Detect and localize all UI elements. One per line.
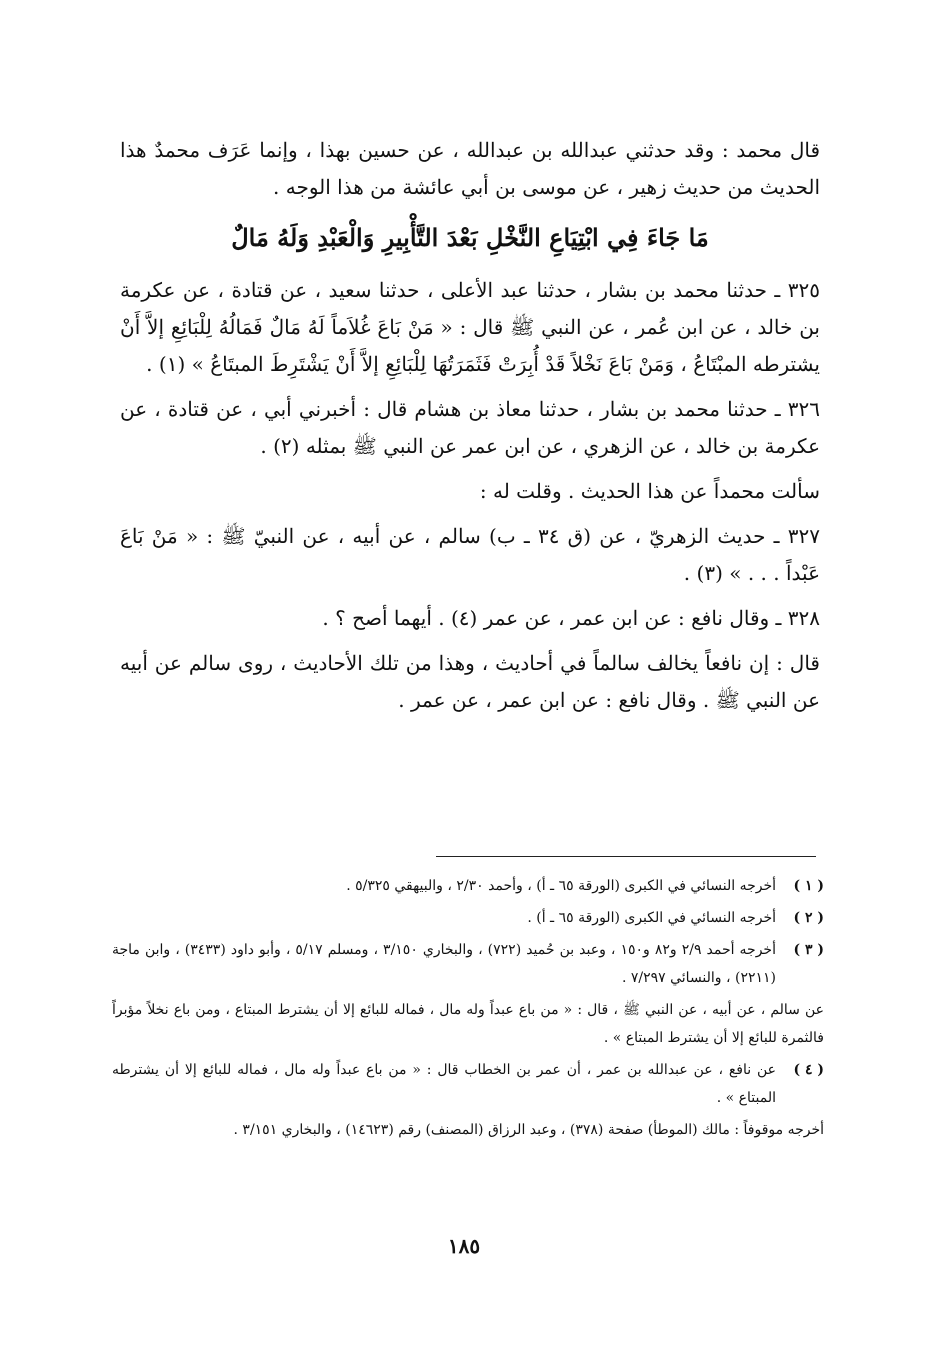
footnotes	[112, 872, 824, 1148]
footnote-text: أخرجه النسائي في الكبرى (الورقة ٦٥ ـ أ) .	[527, 910, 776, 926]
page-number: ١٨٥	[447, 1234, 481, 1258]
footnote-1	[112, 872, 824, 900]
footnote-number: ( ٢ )	[793, 910, 824, 926]
answer-paragraph: قال : إن نافعاً يخالف سالماً في أحاديث ، وهذا من تلك الأحاديث ، روى سالم عن أبيه عن النبي ﷺ . وقال نافع : عن ابن عمر ، عن عمر .	[120, 651, 820, 712]
footnote-2	[112, 904, 824, 932]
footnote-text: أخرجه أحمد ٢/٩ و٨٢ و١٥٠ ، وعبد بن حُميد (٧٢٢) ، والبخاري ٣/١٥٠ ، ومسلم ٥/١٧ ، وأبو داود (٣٤٣٣) ، وابن ماجة (٢٢١١) ، والنسائي ٧/٢٩٧ .	[112, 942, 776, 986]
footnote-text: عن نافع ، عن عبدالله بن عمر ، أن عمر بن الخطاب قال : « من باع عبداً وله مال ، فماله للبائع إلا أن يشترطه المبتاع » .	[112, 1062, 776, 1106]
main-text	[120, 132, 820, 727]
intro-paragraph: قال محمد : وقد حدثني عبدالله بن عبدالله ، عن حسين بهذا ، وإنما عَرَف محمدٌ هذا الحديث من حديث زهير ، عن موسى بن أبي عائشة من هذا الوجه .	[120, 138, 820, 199]
footnote-4	[112, 1056, 824, 1112]
hadith-328: ٣٢٨ ـ وقال نافع : عن ابن عمر ، عن عمر (٤) . أيهما أصح ؟ .	[322, 606, 820, 630]
footnote-3-continuation: عن سالم ، عن أبيه ، عن النبي ﷺ ، قال : « من باع عبداً وله مال ، فماله للبائع إلا أن يشترط المبتاع ، ومن باع نخلاً مؤبراً فالثمرة للبائع إلا أن يشترط المبتاع » .	[112, 1002, 824, 1046]
hadith-325: ٣٢٥ ـ حدثنا محمد بن بشار ، حدثنا عبد الأعلى ، حدثنا سعيد ، عن قتادة ، عن عكرمة بن خالد ، عن ابن عُمر ، عن النبي ﷺ قال : « مَنْ بَاعَ غُلاَماً لَهُ مَالٌ فَمَالُهُ لِلْبَائِعِ إلاَّ أَنْ يشترطه المبْتَاعُ ، وَمَنْ بَاعَ نَخْلاً قَدْ أُبِرَتْ فَثَمَرَتُهَا لِلْبَائِعِ إلاَّ أَنْ يَشْتَرِطَ المبتَاعُ » (١) .	[120, 278, 820, 376]
question-paragraph: سألت محمداً عن هذا الحديث . وقلت له :	[479, 479, 820, 503]
footnote-text: أخرجه النسائي في الكبرى (الورقة ٦٥ ـ أ) ، وأحمد ٢/٣٠ ، والبيهقي ٥/٣٢٥ .	[346, 878, 776, 894]
footnote-divider	[436, 856, 816, 857]
footnote-number: ( ٣ )	[793, 942, 824, 958]
footnote-3	[112, 936, 824, 992]
footnote-number: ( ١ )	[793, 878, 824, 894]
hadith-326: ٣٢٦ ـ حدثنا محمد بن بشار ، حدثنا معاذ بن هشام قال : أخبرني أبي ، عن قتادة ، عن عكرمة بن خالد ، عن الزهري ، عن ابن عمر عن النبي ﷺ بمثله (٢) .	[120, 397, 820, 458]
hadith-327: ٣٢٧ ـ حديث الزهريّ ، عن (ق ٣٤ ـ ب) سالم ، عن أبيه ، عن النبيّ ﷺ : « مَنْ بَاعَ عَبْداً . . . » (٣) .	[120, 524, 820, 585]
chapter-title: مَا جَاءَ فِي ابْتِيَاعِ النَّخْلِ بَعْدَ التَّأْبِيرِ وَالْعَبْدِ وَلَهُ مَالٌ	[231, 223, 709, 252]
footnote-4-continuation: أخرجه موقوفاً : مالك (الموطأ) صفحة (٣٧٨) ، وعبد الرزاق (المصنف) رقم (١٤٦٢٣) ، والبخاري ٣/١٥١ .	[233, 1122, 824, 1138]
footnote-number: ( ٤ )	[793, 1062, 824, 1078]
